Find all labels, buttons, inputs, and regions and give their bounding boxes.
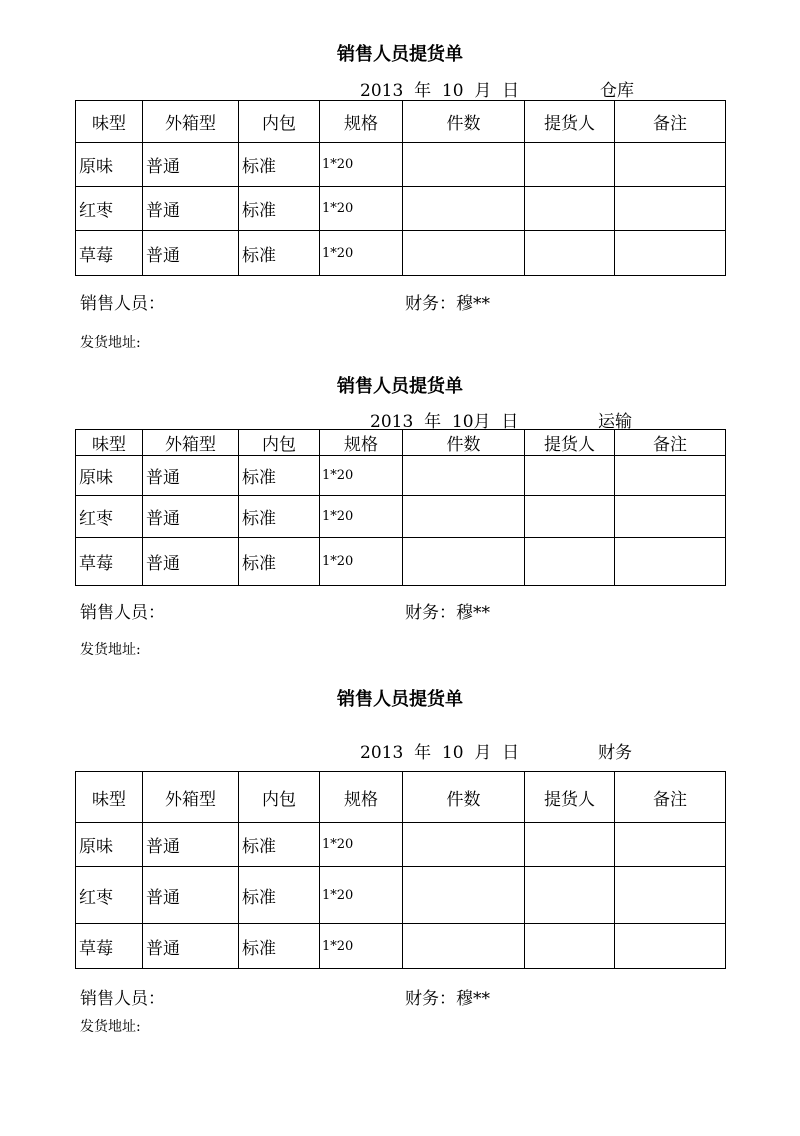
date-year-char: 年 (414, 743, 432, 763)
date-year: 2013 (370, 412, 414, 432)
cell-spec: 1*20 (320, 143, 403, 187)
cell-outer-box: 普通 (143, 187, 239, 231)
header-inner-pack: 内包 (239, 772, 320, 823)
date-month-char: 月 (474, 743, 492, 763)
cell-outer-box: 普通 (143, 231, 239, 276)
header-picker: 提货人 (525, 772, 615, 823)
date-day-char: 日 (501, 412, 519, 432)
cell-flavor: 原味 (76, 823, 143, 867)
header-inner-pack: 内包 (239, 430, 320, 456)
table-row (76, 924, 726, 969)
salesperson-label: 销售人员： (80, 603, 165, 623)
cell-outer-box: 普通 (143, 823, 239, 867)
cell-outer-box: 普通 (143, 456, 239, 496)
header-quantity: 件数 (403, 430, 525, 456)
form-title: 销售人员提货单 (337, 376, 463, 397)
cell-spec: 1*20 (320, 867, 403, 924)
cell-spec: 1*20 (320, 924, 403, 969)
cell-flavor: 原味 (76, 143, 143, 187)
cell-spec: 1*20 (320, 456, 403, 496)
cell-quantity[interactable] (403, 924, 525, 969)
table-header-row (76, 772, 726, 823)
cell-inner-pack: 标准 (239, 867, 320, 924)
cell-quantity[interactable] (403, 867, 525, 924)
header-outer-box: 外箱型 (143, 772, 239, 823)
cell-remarks[interactable] (615, 823, 726, 867)
address-label: 发货地址: (80, 335, 141, 351)
finance-label: 财务：穆** (405, 603, 490, 623)
cell-outer-box: 普通 (143, 496, 239, 538)
cell-inner-pack: 标准 (239, 823, 320, 867)
cell-outer-box: 普通 (143, 538, 239, 586)
cell-spec: 1*20 (320, 187, 403, 231)
cell-spec: 1*20 (320, 231, 403, 276)
cell-inner-pack: 标准 (239, 143, 320, 187)
cell-flavor: 红枣 (76, 187, 143, 231)
address-label: 发货地址: (80, 642, 141, 658)
finance-label: 财务：穆** (405, 989, 490, 1009)
date-month-char: 月 (474, 81, 492, 101)
cell-inner-pack: 标准 (239, 456, 320, 496)
header-outer-box: 外箱型 (143, 101, 239, 143)
cell-picker[interactable] (525, 823, 615, 867)
cell-outer-box: 普通 (143, 867, 239, 924)
header-remarks: 备注 (615, 101, 726, 143)
date-month: 10 (451, 412, 474, 432)
date-year: 2013 (360, 81, 404, 101)
pickup-table (75, 771, 726, 969)
header-quantity: 件数 (403, 101, 525, 143)
cell-inner-pack: 标准 (239, 538, 320, 586)
date-year-char: 年 (414, 81, 432, 101)
header-flavor: 味型 (76, 101, 143, 143)
header-spec: 规格 (320, 772, 403, 823)
cell-inner-pack: 标准 (239, 496, 320, 538)
cell-spec: 1*20 (320, 538, 403, 586)
destination-label: 运输 (598, 412, 632, 432)
header-outer-box: 外箱型 (143, 430, 239, 456)
header-quantity: 件数 (403, 772, 525, 823)
header-inner-pack: 内包 (239, 101, 320, 143)
address-label: 发货地址: (80, 1019, 141, 1035)
form-title: 销售人员提货单 (337, 689, 463, 710)
cell-inner-pack: 标准 (239, 924, 320, 969)
header-spec: 规格 (320, 430, 403, 456)
header-picker: 提货人 (525, 101, 615, 143)
form-title: 销售人员提货单 (337, 44, 463, 65)
date-line (360, 738, 519, 763)
date-year-char: 年 (424, 412, 442, 432)
cell-flavor: 原味 (76, 456, 143, 496)
destination-label: 仓库 (600, 81, 634, 101)
header-remarks: 备注 (615, 430, 726, 456)
cell-picker[interactable] (525, 924, 615, 969)
destination-label: 财务 (598, 743, 632, 763)
cell-spec: 1*20 (320, 823, 403, 867)
cell-flavor: 红枣 (76, 496, 143, 538)
cell-remarks[interactable] (615, 924, 726, 969)
table-row (76, 867, 726, 924)
finance-label: 财务：穆** (405, 294, 490, 314)
cell-flavor: 草莓 (76, 538, 143, 586)
cell-flavor: 草莓 (76, 231, 143, 276)
date-month: 10 (441, 81, 464, 101)
date-year: 2013 (360, 743, 404, 763)
date-month: 10 (441, 743, 464, 763)
salesperson-label: 销售人员： (80, 294, 165, 314)
header-flavor: 味型 (76, 430, 143, 456)
date-day-char: 日 (502, 81, 520, 101)
header-remarks: 备注 (615, 772, 726, 823)
cell-spec: 1*20 (320, 496, 403, 538)
cell-picker[interactable] (525, 867, 615, 924)
cell-inner-pack: 标准 (239, 187, 320, 231)
cell-outer-box: 普通 (143, 143, 239, 187)
salesperson-label: 销售人员： (80, 989, 165, 1009)
date-month-char: 月 (473, 412, 491, 432)
table-row (76, 823, 726, 867)
header-picker: 提货人 (525, 430, 615, 456)
cell-quantity[interactable] (403, 823, 525, 867)
header-flavor: 味型 (76, 772, 143, 823)
cell-outer-box: 普通 (143, 924, 239, 969)
cell-flavor: 草莓 (76, 924, 143, 969)
cell-flavor: 红枣 (76, 867, 143, 924)
cell-inner-pack: 标准 (239, 231, 320, 276)
header-spec: 规格 (320, 101, 403, 143)
date-day-char: 日 (502, 743, 520, 763)
cell-remarks[interactable] (615, 867, 726, 924)
